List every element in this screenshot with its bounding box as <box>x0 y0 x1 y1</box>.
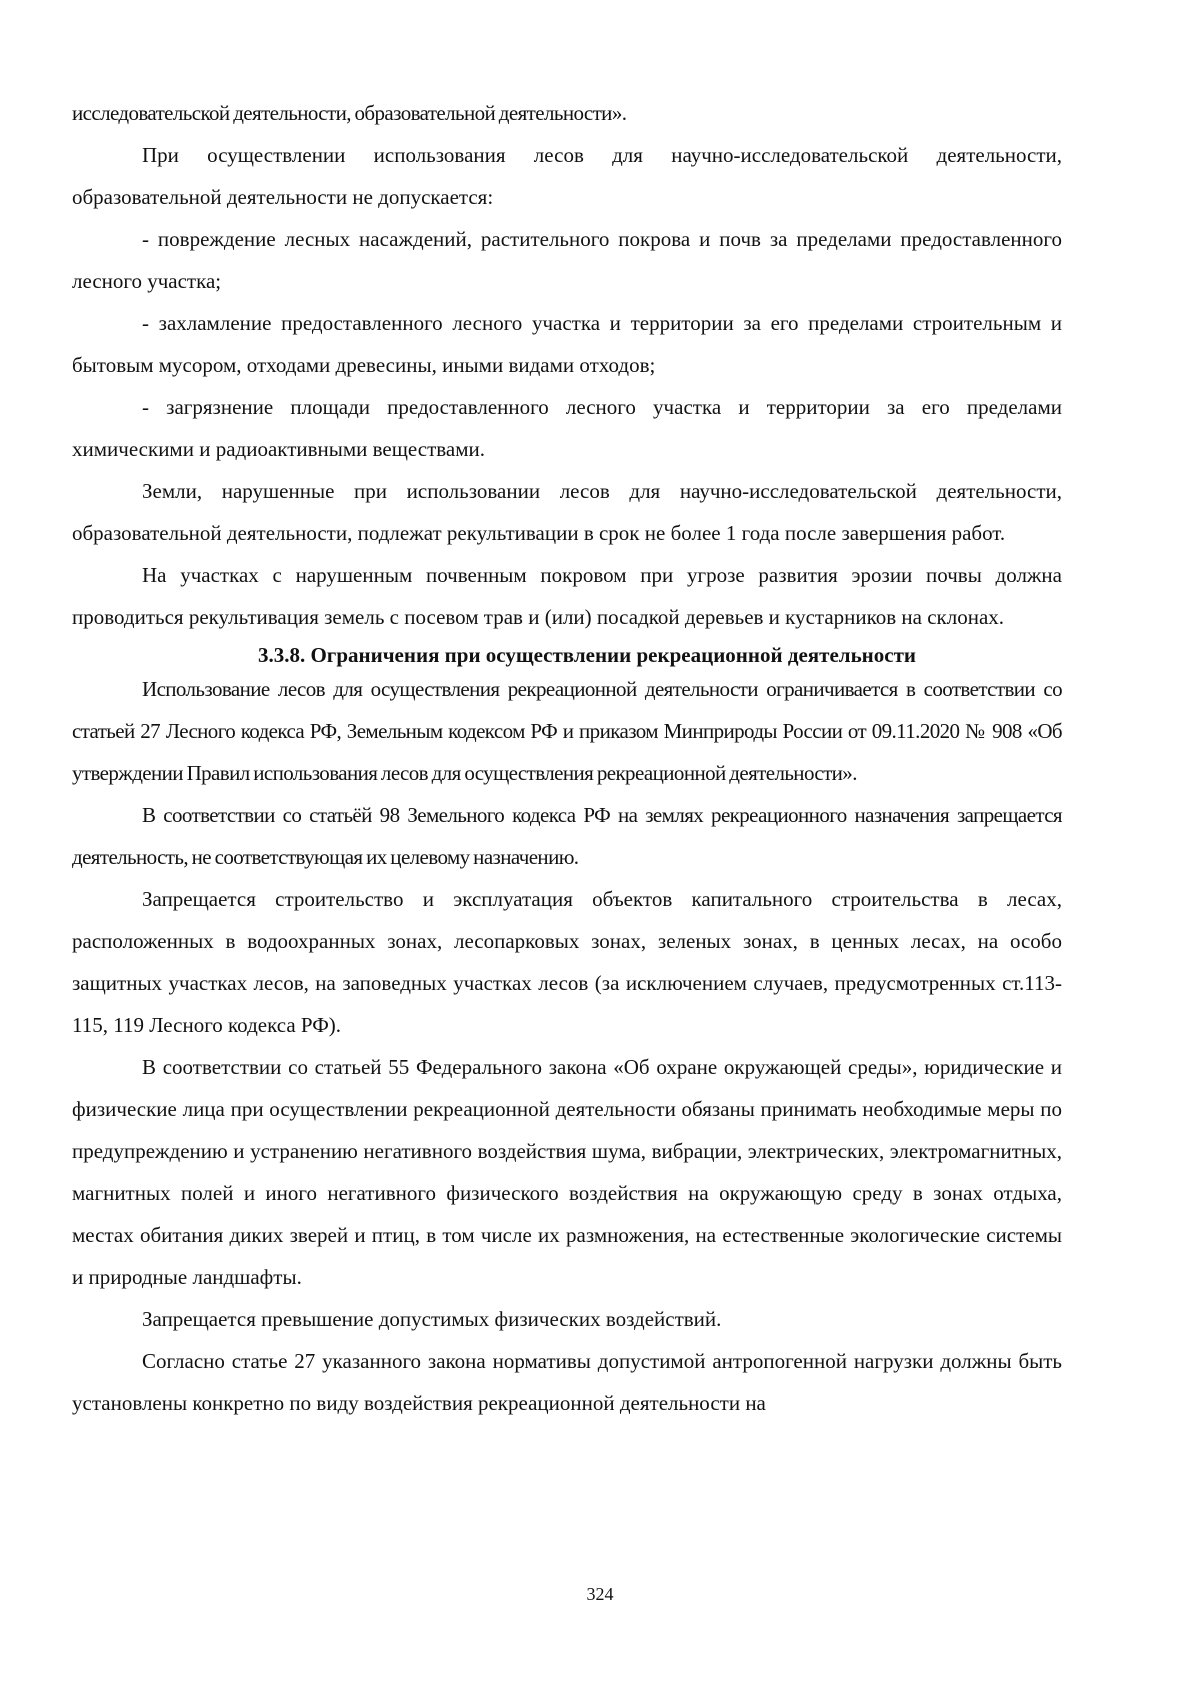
paragraph-construction-ban: Запрещается строительство и эксплуатация объектов капитального строительства в лесах, расположенных в водоохранных зонах, лесопарковых зонах, зеленых зонах, в ценных лесах, на особо защитных участках лесов, на заповедных участках лесов (за исключением случаев, предусмотренных ст.113-115, 119 Лесного кодекса РФ). <box>72 887 1062 1037</box>
paragraph-erosion: На участках с нарушенным почвенным покровом при угрозе развития эрозии почвы должна проводиться рекультивация земель с посевом трав и (или) посадкой деревьев и кустарников на склонах. <box>72 563 1062 629</box>
paragraph-recreation-usage: Использование лесов для осуществления рекреационной деятельности ограничивается в соответствии со статьей 27 Лесного кодекса РФ, Земельным кодексом РФ и приказом Минприроды России от 09.11.2020 № 908 «Об утверждении Правил использования лесов для осуществления рекреационной деятельности». <box>72 677 1062 785</box>
section-heading: 3.3.8. Ограничения при осуществлении рекреационной деятельности <box>257 643 917 667</box>
list-item-pollution: - загрязнение площади предоставленного лесного участка и территории за его пределами химическими и радиоактивными веществами. <box>72 395 1062 461</box>
paragraph-physical-impact-ban: Запрещается превышение допустимых физических воздействий. <box>142 1307 722 1331</box>
paragraph-restrictions-intro: При осуществлении использования лесов для научно-исследовательской деятельности, образовательной деятельности не допускается: <box>72 143 1062 209</box>
paragraph-anthropogenic-load: Согласно статье 27 указанного закона нормативы допустимой антропогенной нагрузки должны быть установлены конкретно по виду воздействия рекреационной деятельности на <box>72 1349 1062 1415</box>
list-item-littering: - захламление предоставленного лесного участка и территории за его пределами строительным и бытовым мусором, отходами древесины, иными видами отходов; <box>72 311 1062 377</box>
paragraph-land-code-98: В соответствии со статьёй 98 Земельного кодекса РФ на землях рекреационного назначения запрещается деятельность, не соответствующая их целевому назначению. <box>72 803 1062 869</box>
paragraph-continuation: исследовательской деятельности, образовательной деятельности». <box>72 101 627 125</box>
paragraph-land-recultivation: Земли, нарушенные при использовании лесов для научно-исследовательской деятельности, образовательной деятельности, подлежат рекультивации в срок не более 1 года после завершения работ. <box>72 479 1062 545</box>
document-body <box>72 92 1062 1424</box>
paragraph-environment-law-55: В соответствии со статьей 55 Федерального закона «Об охране окружающей среды», юридические и физические лица при осуществлении рекреационной деятельности обязаны принимать необходимые меры по предупреждению и устранению негативного воздействия шума, вибрации, электрических, электромагнитных, магнитных полей и иного негативного физического воздействия на окружающую среду в зонах отдыха, местах обитания диких зверей и птиц, в том числе их размножения, на естественные экологические системы и природные ландшафты. <box>72 1055 1062 1289</box>
page-number: 324 <box>586 1584 614 1604</box>
list-item-damage: - повреждение лесных насаждений, растительного покрова и почв за пределами предоставленного лесного участка; <box>72 227 1062 293</box>
